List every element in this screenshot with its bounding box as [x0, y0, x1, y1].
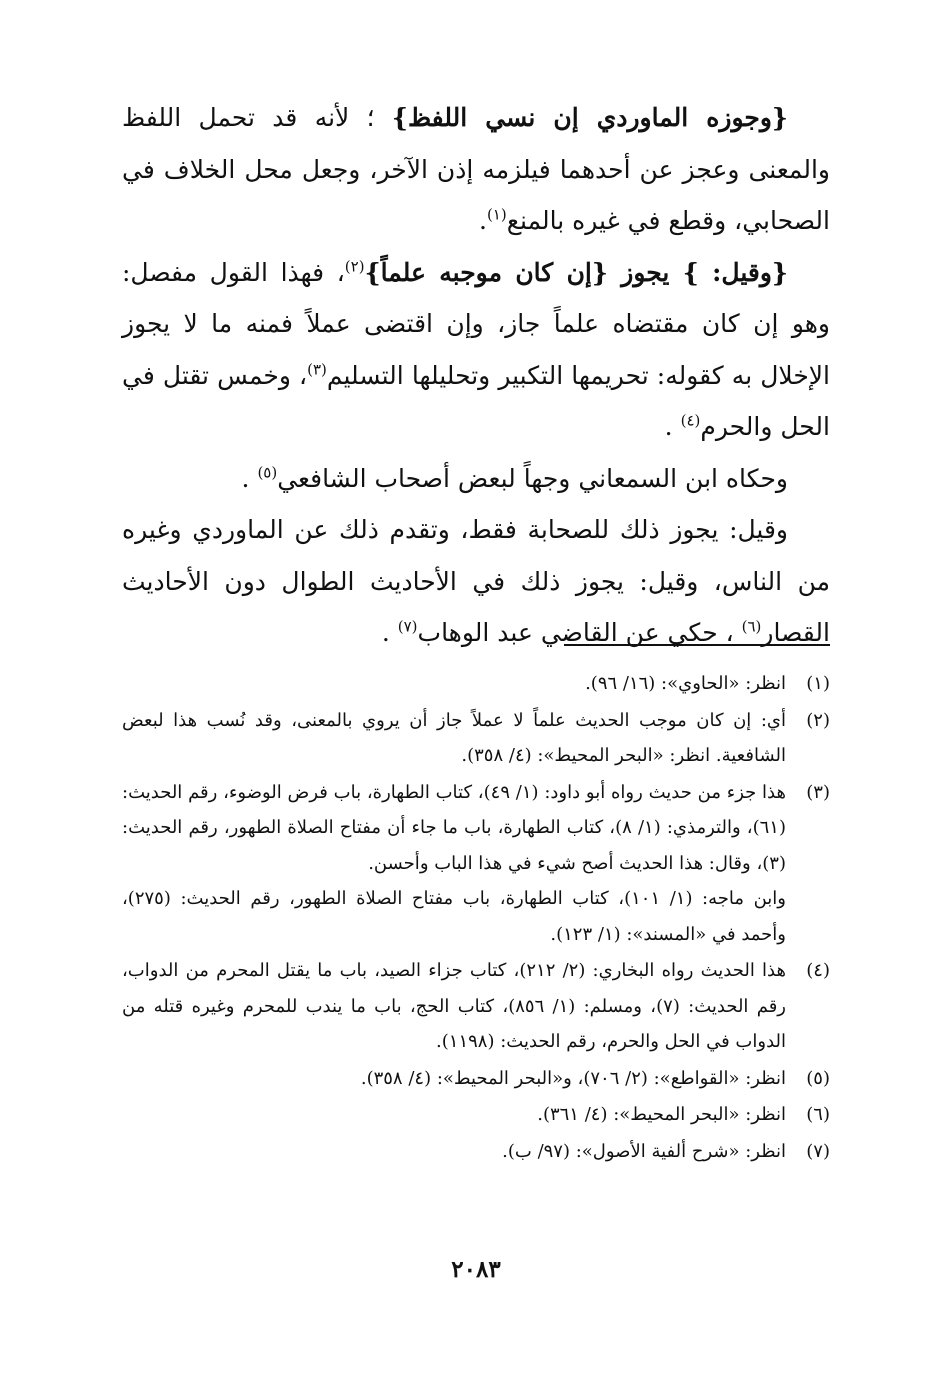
footnote-number: (٢) [806, 709, 830, 731]
footnote-item [122, 666, 830, 702]
footnote-ref[interactable]: (٤) [680, 411, 701, 430]
footnote-line: أي: إن كان موجب الحديث علماً لا عملاً جاز أن يروي بالمعنى، وقد نُسب هذا لبعض الشافعية. انظر: «البحر المحيط»: (٤/ ٣٥٨). [122, 709, 786, 766]
footnote-ref[interactable]: (١) [486, 205, 507, 224]
footnote-separator [564, 644, 830, 646]
footnote-number: (٦) [806, 1104, 830, 1125]
footnote-line: انظر: «القواطع»: (٢/ ٧٠٦)، و«البحر المحيط»: (٤/ ٣٥٨). [360, 1067, 786, 1089]
paragraph-text: ، وخمس تقتل في الحل والحرم [122, 360, 830, 441]
footnote-text [122, 666, 786, 702]
paragraph-text: ، حكي عن القاضي عبد الوهاب [417, 618, 734, 647]
footnotes-list [122, 666, 830, 1170]
footnote-text [122, 775, 786, 953]
footnote-text [122, 1061, 786, 1097]
footnote-line: هذا الحديث رواه البخاري: (٢/ ٢١٢)، كتاب جزاء الصيد، باب ما يقتل المحرم من الدواب، رقم الحديث: (٧)، ومسلم: (١/ ٨٥٦)، كتاب الحج، باب ما يندب للمحرم وغيره قتله من الدواب في الحل والحرم، رقم الحديث: (١١٩٨). [122, 960, 786, 1052]
footnote-ref[interactable]: (٢) [344, 257, 365, 276]
footnote-item [122, 953, 830, 1060]
footnote-number: (٣) [806, 781, 830, 803]
footnote-line: انظر: «البحر المحيط»: (٤/ ٣٦١). [537, 1104, 786, 1125]
footnote-line: انظر: «شرح ألفية الأصول»: (٩٧/ ب). [502, 1140, 786, 1162]
footnote-text [122, 703, 786, 774]
footnote-ref[interactable]: (٦) [741, 617, 762, 636]
footnote-line: هذا جزء من حديث رواه أبو داود: (١/ ٤٩)، كتاب الطهارة، باب فرض الوضوء، رقم الحديث: (٦١)، والترمذي: (١/ ٨)، كتاب الطهارة، باب ما جاء أن مفتاح الصلاة الطهور، رقم الحديث: (٣)، وقال: هذا الحديث أصح شيء في هذا الباب وأحسن. [122, 781, 786, 874]
paragraph-3 [122, 453, 830, 505]
footnote-text [122, 1134, 786, 1170]
punctuation: . [381, 618, 390, 647]
paragraph-text: ؛ لأنه قد تحمل اللفظ والمعنى وعجز عن أحدهما فيلزمه إذن الآخر، وجعل محل الخلاف في الصحابي، وقطع في غيره بالمنع [122, 103, 830, 235]
footnote-number: (٧) [806, 1140, 830, 1162]
main-text [122, 92, 830, 659]
paragraph-1 [122, 92, 830, 247]
footnote-text [122, 953, 786, 1060]
footnote-number: (١) [806, 673, 830, 694]
paragraph-2 [122, 247, 830, 453]
footnote-item [122, 775, 830, 953]
footnote-item [122, 1134, 830, 1170]
footnote-item [122, 1061, 830, 1097]
punctuation: . [664, 412, 673, 441]
page-number: ٢٠٨٣ [451, 1256, 501, 1283]
paragraph-4 [122, 504, 830, 659]
footnote-item [122, 1097, 830, 1133]
paragraph-text: ، فهذا القول مفصل: وهو إن كان مقتضاه علماً جاز، وإن اقتضى عملاً فمنه ما لا يجوز الإخلال به كقوله: تحريمها التكبير وتحليلها التسليم [122, 257, 830, 390]
bold-phrase: {وقيل: } يجوز {إن كان موجبه علماً} [364, 257, 788, 287]
footnote-text [122, 1097, 786, 1133]
footnote-ref[interactable]: (٣) [307, 360, 327, 379]
footnote-number: (٤) [806, 960, 830, 981]
footnote-item [122, 703, 830, 774]
punctuation: . [241, 463, 250, 493]
footnote-ref[interactable]: (٧) [397, 617, 418, 636]
punctuation: . [478, 206, 487, 235]
footnote-line: وابن ماجه: (١/ ١٠١)، كتاب الطهارة، باب مفتاح الصلاة الطهور، رقم الحديث: (٢٧٥)، وأحمد في «المسند»: (١/ ١٢٣). [122, 888, 786, 945]
footnote-ref[interactable]: (٥) [257, 463, 278, 482]
bold-phrase: {وجوزه الماوردي إن نسي اللفظ} [391, 103, 788, 132]
footnote-line: انظر: «الحاوي»: (١٦/ ٩٦). [585, 673, 786, 694]
paragraph-text: وقيل: يجوز ذلك للصحابة فقط، وتقدم ذلك عن الماوردي وغيره من الناس، وقيل: يجوز ذلك في الأحاديث الطوال دون الأحاديث القصار [122, 515, 830, 647]
paragraph-text: وحكاه ابن السمعاني وجهاً لبعض أصحاب الشافعي [277, 463, 788, 493]
footnote-number: (٥) [806, 1067, 830, 1089]
